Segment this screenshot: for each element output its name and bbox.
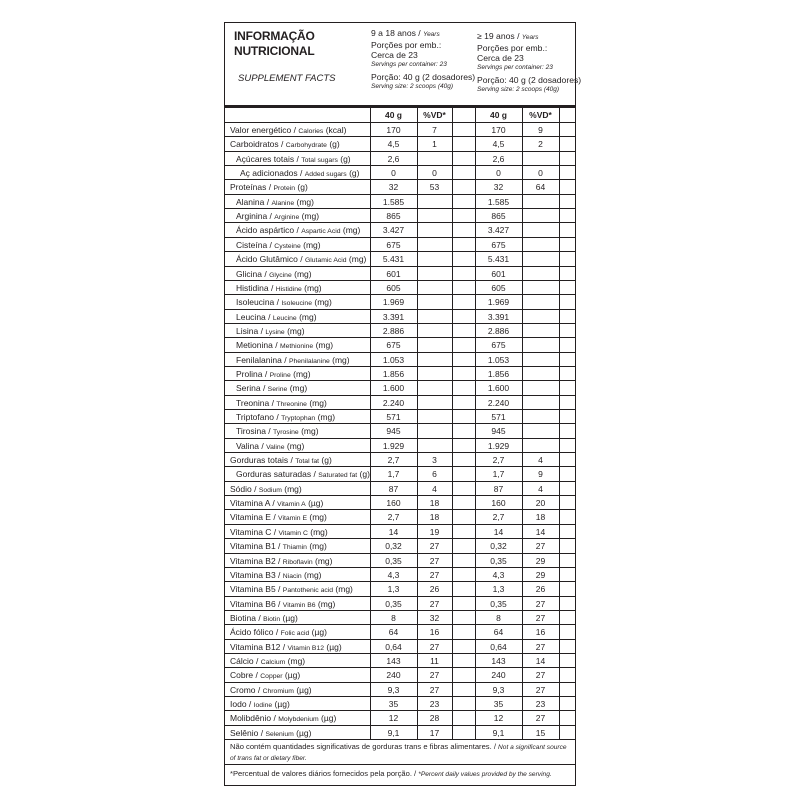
- col2-dv: 27: [535, 670, 546, 681]
- col2-amount: 601: [491, 268, 506, 279]
- col2-dv: 27: [535, 684, 546, 695]
- col2-amount: 160: [491, 498, 506, 509]
- col1-dv: 3: [432, 455, 437, 466]
- col1-amount: 571: [386, 412, 401, 422]
- col1-amount: 0: [391, 168, 396, 179]
- nutrient-label: Aç adicionados / Added sugars (g): [240, 168, 360, 179]
- col1-amount: 1.600: [382, 383, 405, 394]
- nutrient-label: Vitamina B6 / Vitamin B6 (mg): [230, 598, 336, 609]
- col2-amount: 1.969: [487, 297, 510, 308]
- col2-dv: [522, 353, 559, 367]
- col1-amount: 14: [388, 526, 399, 537]
- col2-amount: 5.431: [487, 254, 510, 265]
- col2-dv: 4: [538, 455, 543, 466]
- nutrient-label: Tirosina / Tyrosine (mg): [236, 426, 319, 437]
- nutrient-label: Cobre / Copper (µg): [230, 670, 301, 681]
- col2-dv: 0: [538, 168, 543, 179]
- col2-dv: [522, 338, 559, 352]
- col2-dv: 27: [535, 641, 546, 652]
- col1-dv: [417, 267, 452, 281]
- col2-amount: 0,35: [490, 598, 507, 609]
- col2-dv: 9: [538, 469, 543, 480]
- column-rule: [370, 105, 371, 739]
- col1-dv: 1: [432, 139, 437, 150]
- col1-dv: [417, 223, 452, 237]
- col2-dv: 27: [535, 598, 546, 609]
- column-rule: [522, 105, 523, 739]
- nutrient-label: Vitamina B3 / Niacin (mg): [230, 569, 322, 580]
- nutrient-label: Ácido Glutâmico / Glutamic Acid (mg): [236, 254, 367, 265]
- col2-dv: [522, 195, 559, 209]
- footnote-rule: [225, 764, 575, 765]
- nutrition-facts-panel: [224, 22, 582, 786]
- col1-dv-header: %VD*: [423, 110, 446, 120]
- col2-dv: 2: [538, 139, 543, 150]
- col1-dv: [417, 238, 452, 252]
- col2-dv-header: %VD*: [529, 110, 552, 120]
- col1-dv: [417, 396, 452, 410]
- col1-info: 9 a 18 anos / Years Porções por emb.: Cerca de 23 Servings per container: 23 Porção: 40 g (2 dosadores) Serving size: 2 scoops (40g): [371, 28, 476, 90]
- col2-amount: 675: [491, 340, 506, 351]
- nutrient-label: Histidina / Histidine (mg): [236, 282, 322, 293]
- col1-amount: 4,3: [387, 569, 400, 580]
- col2-amount: 3.391: [487, 311, 510, 322]
- col2-amount: 1.856: [487, 368, 510, 379]
- col1-amount: 945: [386, 426, 401, 437]
- col1-amount: 1,3: [387, 584, 400, 595]
- col1-dv: 0: [432, 168, 437, 179]
- nutrient-label: Lisina / Lysine (mg): [236, 325, 305, 336]
- col2-dv: 9: [538, 125, 543, 135]
- col1-dv: 7: [432, 125, 437, 135]
- nutrient-label: Açúcares totais / Total sugars (g): [236, 153, 351, 164]
- col2-amount: 2.886: [487, 325, 510, 336]
- nutrient-label: Glicina / Glycine (mg): [236, 268, 312, 279]
- col2-dv: [522, 381, 559, 395]
- col2-amount: 12: [493, 713, 504, 724]
- col1-dv: 27: [429, 598, 440, 609]
- col2-dv: [522, 324, 559, 338]
- col1-dv: [417, 324, 452, 338]
- col1-dv: [417, 424, 452, 438]
- nutrient-label: Cálcio / Calcium (mg): [230, 655, 306, 666]
- title-line2: NUTRICIONAL: [234, 44, 315, 58]
- col2-dv: [522, 152, 559, 166]
- col1-dv: [417, 252, 452, 266]
- col2-amount: 35: [493, 699, 504, 709]
- col2-dv: [522, 223, 559, 237]
- col1-amount: 0,35: [385, 598, 402, 609]
- col2-dv: [522, 439, 559, 453]
- footnote-trans: Não contém quantidades significativas de gorduras trans e fibras alimentares. / Not a significant source of trans fat or dietary fiber.: [230, 742, 567, 762]
- col2-amount: 0: [496, 168, 501, 179]
- nutrient-label: Selênio / Selenium (µg): [230, 727, 312, 738]
- col2-dv: [522, 396, 559, 410]
- col2-amount: 0,35: [490, 555, 507, 566]
- col2-amount: 571: [491, 412, 506, 422]
- col2-dv: [522, 424, 559, 438]
- col1-dv: [417, 281, 452, 295]
- col2-amount: 675: [491, 239, 506, 250]
- nutrient-label: Triptofano / Tryptophan (mg): [236, 412, 336, 422]
- nutrient-label: Sódio / Sodium (mg): [230, 483, 302, 494]
- col1-amount: 3.391: [382, 311, 405, 322]
- col1-amount: 9,1: [387, 727, 400, 738]
- col1-dv: 53: [429, 182, 440, 193]
- nutrient-label: Proteínas / Protein (g): [230, 182, 308, 193]
- col1-amount: 12: [388, 713, 399, 724]
- col1-amount: 5.431: [382, 254, 405, 265]
- row-rule: [225, 739, 575, 740]
- subtitle: SUPPLEMENT FACTS: [238, 73, 336, 84]
- nutrient-label: Vitamina E / Vitamin E (mg): [230, 512, 327, 523]
- col2-dv: [522, 281, 559, 295]
- col2-amount: 865: [491, 211, 506, 222]
- col1-dv: 18: [429, 498, 440, 509]
- nutrient-label: Serina / Serine (mg): [236, 383, 308, 394]
- col1-amount: 160: [386, 498, 401, 509]
- nutrient-label: Ácido aspártico / Aspartic Acid (mg): [236, 225, 361, 236]
- col2-info: ≥ 19 anos / Years Porções por emb.: Cerca de 23 Servings per container: 23 Porção: 40 g (2 dosadores) Serving size: 2 scoops (40g): [477, 31, 582, 93]
- col2-amount: 1.929: [487, 440, 510, 451]
- col1-dv: 18: [429, 512, 440, 523]
- col2-amount: 0,32: [490, 541, 507, 552]
- nutrient-label: Prolina / Proline (mg): [236, 368, 311, 379]
- nutrient-label: Vitamina B2 / Riboflavin (mg): [230, 555, 333, 566]
- col2-amount: 2,6: [492, 153, 505, 164]
- col1-amount: 87: [388, 483, 399, 494]
- col2-amount: 1.585: [487, 196, 510, 207]
- column-rule: [559, 105, 560, 739]
- nutrient-label: Gorduras saturadas / Saturated fat (g): [236, 469, 370, 480]
- col1-amount: 2.886: [382, 325, 405, 336]
- nutrient-label: Cromo / Chromium (µg): [230, 684, 312, 695]
- nutrient-label: Carboidratos / Carbohydrate (g): [230, 139, 340, 150]
- column-rule: [475, 105, 476, 739]
- col2-dv: [522, 295, 559, 309]
- col2-amount: 1.600: [487, 383, 510, 394]
- col2-dv: 15: [535, 727, 546, 738]
- col1-amount: 865: [386, 211, 401, 222]
- col2-amount: 3.427: [487, 225, 510, 236]
- col1-dv: [417, 209, 452, 223]
- col2-amount: 2,7: [492, 512, 505, 523]
- col1-amount: 143: [386, 655, 401, 666]
- col1-dv: 4: [432, 483, 437, 494]
- col2-dv: 23: [535, 699, 546, 709]
- col1-amount: 1.856: [382, 368, 405, 379]
- nutrient-label: Molibdênio / Molybdenium (µg): [230, 713, 337, 724]
- nutrient-label: Vitamina C / Vitamin C (mg): [230, 526, 328, 537]
- col1-amount: 2.240: [382, 397, 405, 408]
- col1-amount: 64: [388, 627, 399, 638]
- nutrient-label: Isoleucina / Isoleucine (mg): [236, 297, 332, 308]
- col2-amount: 4,5: [492, 139, 505, 150]
- col2-dv: 29: [535, 555, 546, 566]
- col2-dv: 16: [535, 627, 546, 638]
- nutrient-label: Gorduras totais / Total fat (g): [230, 455, 332, 466]
- footnote-dv: *Percentual de valores diários fornecidos pela porção. / *Percent daily values provided by the serving.: [230, 769, 552, 778]
- col2-amount-header: 40 g: [489, 110, 507, 120]
- col1-amount: 675: [386, 239, 401, 250]
- col2-dv: [522, 238, 559, 252]
- col1-dv: 27: [429, 641, 440, 652]
- col2-amount: 605: [491, 282, 506, 293]
- column-rule: [452, 105, 453, 739]
- nutrient-label: Ácido fólico / Folic acid (µg): [230, 627, 327, 638]
- col1-dv: 32: [429, 612, 440, 623]
- nutrient-label: Vitamina B1 / Thiamin (mg): [230, 541, 327, 552]
- col2-amount: 2.240: [487, 397, 510, 408]
- col1-amount: 1.585: [382, 196, 405, 207]
- col2-dv: [522, 410, 559, 424]
- col1-amount: 1.053: [382, 354, 405, 365]
- col1-dv: 6: [432, 469, 437, 480]
- nutrient-label: Biotina / Biotin (µg): [230, 612, 298, 623]
- col2-dv: 26: [535, 584, 546, 595]
- col1-amount: 1.929: [382, 440, 405, 451]
- col1-dv: 16: [429, 627, 440, 638]
- col2-amount: 1,7: [492, 469, 505, 480]
- column-rule: [417, 105, 418, 739]
- col2-amount: 9,1: [492, 727, 505, 738]
- col1-dv: [417, 367, 452, 381]
- col2-dv: 27: [535, 713, 546, 724]
- col1-dv: [417, 381, 452, 395]
- col1-amount: 1.969: [382, 297, 405, 308]
- col1-amount: 0,64: [385, 641, 402, 652]
- col1-amount: 240: [386, 670, 401, 681]
- col1-amount: 0,32: [385, 541, 402, 552]
- col1-amount: 2,7: [387, 455, 400, 466]
- col2-dv: [522, 209, 559, 223]
- col2-amount: 87: [493, 483, 504, 494]
- nutrient-label: Valor energético / Calories (kcal): [230, 125, 347, 135]
- col2-amount: 170: [491, 125, 506, 135]
- col2-dv: [522, 310, 559, 324]
- col2-dv: 14: [535, 655, 546, 666]
- col1-amount: 601: [386, 268, 401, 279]
- col1-dv: 27: [429, 555, 440, 566]
- col1-amount: 605: [386, 282, 401, 293]
- col1-amount: 4,5: [387, 139, 400, 150]
- col2-amount: 0,64: [490, 641, 507, 652]
- col1-dv: 26: [429, 584, 440, 595]
- col1-amount: 2,6: [387, 153, 400, 164]
- col2-amount: 1,3: [492, 584, 505, 595]
- col1-dv: [417, 310, 452, 324]
- col2-amount: 9,3: [492, 684, 505, 695]
- col1-dv: [417, 295, 452, 309]
- col2-amount: 143: [491, 655, 506, 666]
- col1-dv: 28: [429, 713, 440, 724]
- col1-dv: 11: [430, 655, 439, 666]
- nutrient-label: Cisteína / Cysteine (mg): [236, 239, 321, 250]
- col2-dv: 18: [535, 512, 546, 523]
- col2-dv: 27: [535, 612, 546, 623]
- col2-amount: 4,3: [492, 569, 505, 580]
- col1-amount: 3.427: [382, 225, 405, 236]
- col2-dv: 27: [535, 541, 546, 552]
- col1-dv: 27: [429, 569, 440, 580]
- nutrient-label: Valina / Valine (mg): [236, 440, 305, 451]
- col1-amount: 1,7: [387, 469, 400, 480]
- col1-dv: [417, 195, 452, 209]
- title-line1: INFORMAÇÃO: [234, 29, 315, 43]
- col2-dv: 4: [538, 483, 543, 494]
- col2-amount: 32: [493, 182, 504, 193]
- col1-amount: 35: [388, 699, 399, 709]
- nutrient-label: Iodo / Iodine (µg): [230, 699, 290, 709]
- col1-dv: [417, 410, 452, 424]
- col1-amount-header: 40 g: [384, 110, 402, 120]
- col1-dv: 27: [429, 541, 440, 552]
- col1-amount: 170: [386, 125, 401, 135]
- col1-dv: 27: [429, 670, 440, 681]
- col2-dv: 14: [535, 526, 546, 537]
- col1-dv: [417, 338, 452, 352]
- col1-amount: 9,3: [387, 684, 400, 695]
- col1-dv: [417, 439, 452, 453]
- col2-dv: [522, 267, 559, 281]
- col2-amount: 1.053: [487, 354, 510, 365]
- col2-amount: 240: [491, 670, 506, 681]
- col1-dv: [417, 152, 452, 166]
- col2-dv: 64: [535, 182, 546, 193]
- col2-amount: 8: [496, 612, 501, 623]
- col1-dv: 17: [429, 727, 440, 738]
- nutrient-label: Treonina / Threonine (mg): [236, 397, 327, 408]
- nutrient-label: Vitamina A / Vitamin A (µg): [230, 498, 324, 509]
- col1-amount: 8: [391, 612, 396, 623]
- nutrient-label: Vitamina B5 / Pantothenic acid (mg): [230, 584, 353, 595]
- col2-amount: 2,7: [492, 455, 505, 466]
- nutrient-label: Metionina / Methionine (mg): [236, 340, 334, 351]
- col2-amount: 14: [493, 526, 504, 537]
- col2-amount: 945: [491, 426, 506, 437]
- col1-dv: 27: [429, 684, 440, 695]
- col2-amount: 64: [493, 627, 504, 638]
- col1-amount: 675: [386, 340, 401, 351]
- col2-dv: 20: [535, 498, 546, 509]
- col2-dv: [522, 367, 559, 381]
- nutrient-label: Arginina / Arginine (mg): [236, 211, 320, 222]
- nutrient-label: Leucina / Leucine (mg): [236, 311, 317, 322]
- col1-dv: 23: [429, 699, 440, 709]
- col1-dv: [417, 353, 452, 367]
- col1-dv: 19: [429, 526, 440, 537]
- col1-amount: 0,35: [385, 555, 402, 566]
- col2-dv: 29: [535, 569, 546, 580]
- nutrient-label: Fenilalanina / Phenilalanine (mg): [236, 354, 350, 365]
- col1-amount: 32: [388, 182, 399, 193]
- nutrient-label: Vitamina B12 / Vitamin B12 (µg): [230, 641, 342, 652]
- col2-dv: [522, 252, 559, 266]
- nutrient-label: Alanina / Alanine (mg): [236, 196, 314, 207]
- col1-amount: 2,7: [387, 512, 400, 523]
